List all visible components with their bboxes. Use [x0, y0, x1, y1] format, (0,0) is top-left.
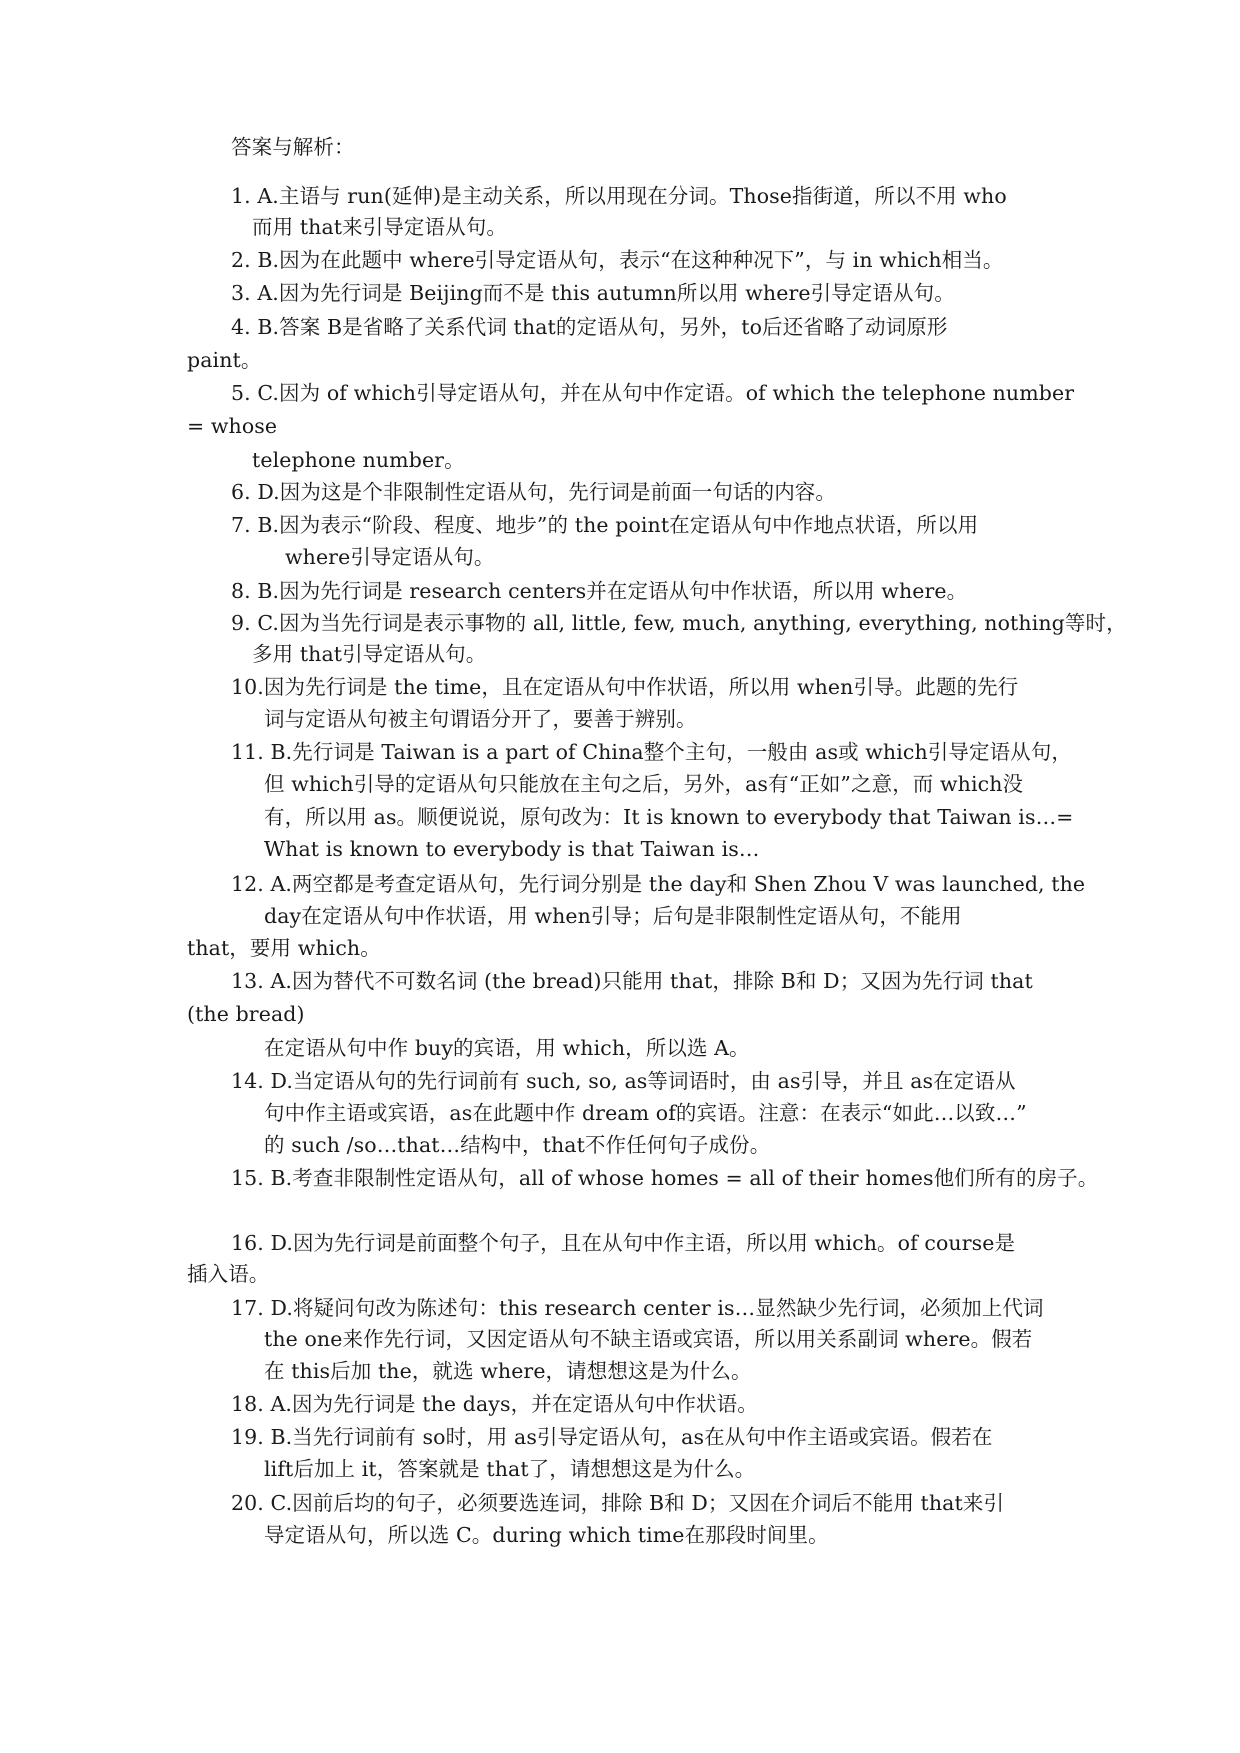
answer-14-line-1: 14. D.当定语从句的先行词前有 such, so, as等词语时，由 as引导，并且 as在定语从	[231, 1069, 1016, 1093]
answer-10-line-1: 10.因为先行词是 the time，且在定语从句中作状语，所以用 when引导。此题的先行	[231, 675, 1019, 699]
answer-5-line-1: 5. C.因为 of which引导定语从句，并在从句中作定语。of which the telephone number	[231, 381, 1075, 405]
answer-5-line-3: telephone number。	[252, 448, 465, 472]
answer-4-line-1: 4. B.答案 B是省略了关系代词 that的定语从句，另外，to后还省略了动词原形	[231, 315, 948, 339]
answer-19-line-1: 19. B.当先行词前有 so时，用 as引导定语从句，as在从句中作主语或宾语。假若在	[231, 1425, 993, 1449]
answer-14-line-3: 的 such /so…that…结构中，that不作任何句子成份。	[264, 1133, 771, 1157]
answer-20-line-2: 导定语从句，所以选 C。during which time在那段时间里。	[264, 1523, 829, 1547]
answer-17-line-3: 在 this后加 the，就选 where，请想想这是为什么。	[264, 1359, 752, 1383]
answer-9-line-1: 9. C.因为当先行词是表示事物的 all, little, few, much, anything, everything, nothing等时，	[231, 611, 1127, 635]
answer-9-line-2: 多用 that引导定语从句。	[252, 642, 487, 666]
answer-11-line-1: 11. B.先行词是 Taiwan is a part of China整个主句，一般由 as或 which引导定语从句，	[231, 740, 1072, 764]
answer-17-line-2: the one来作先行词，又因定语从句不缺主语或宾语，所以用关系副词 where。假若	[264, 1327, 1033, 1351]
answer-17-line-1: 17. D.将疑问句改为陈述句：this research center is…显然缺少先行词，必须加上代词	[231, 1296, 1044, 1320]
answer-1-line-2: 而用 that来引导定语从句。	[252, 215, 507, 239]
answer-13-line-2: (the bread)	[187, 1002, 305, 1026]
answer-11-line-4: What is known to everybody is that Taiwan is…	[264, 837, 760, 861]
answer-13-line-3: 在定语从句中作 buy的宾语，用 which，所以选 A。	[264, 1036, 750, 1060]
answer-11-line-3: 有，所以用 as。顺便说说，原句改为：It is known to everybody that Taiwan is…=	[264, 805, 1074, 829]
answer-12-line-3: that，要用 which。	[187, 936, 381, 960]
answer-7-line-1: 7. B.因为表示“阶段、程度、地步”的 the point在定语从句中作地点状语，所以用	[231, 513, 979, 537]
answer-10-line-2: 词与定语从句被主句谓语分开了，要善于辨别。	[264, 707, 697, 731]
answer-15-line-1: 15. B.考查非限制性定语从句，all of whose homes = all of their homes他们所有的房子。	[231, 1166, 1099, 1190]
answer-8-line-1: 8. B.因为先行词是 research centers并在定语从句中作状语，所以用 where。	[231, 579, 968, 603]
answer-19-line-2: lift后加上 it，答案就是 that了，请想想这是为什么。	[264, 1457, 756, 1481]
answer-4-line-2: paint。	[187, 348, 262, 372]
answer-12-line-1: 12. A.两空都是考查定语从句，先行词分别是 the day和 Shen Zhou V was launched, the	[231, 872, 1086, 896]
answer-12-line-2: day在定语从句中作状语，用 when引导；后句是非限制性定语从句，不能用	[264, 904, 962, 928]
answer-16-line-2: 插入语。	[187, 1262, 270, 1286]
answer-13-line-1: 13. A.因为替代不可数名词 (the bread)只能用 that，排除 B和 D；又因为先行词 that	[231, 969, 1033, 993]
answer-7-line-2: where引导定语从句。	[285, 545, 495, 569]
answer-20-line-1: 20. C.因前后均的句子，必须要选连词，排除 B和 D；又因在介词后不能用 that来引	[231, 1491, 1005, 1515]
answer-18-line-1: 18. A.因为先行词是 the days，并在定语从句中作状语。	[231, 1392, 758, 1416]
answer-14-line-2: 句中作主语或宾语，as在此题中作 dream of的宾语。注意：在表示“如此…以致…”	[264, 1101, 1027, 1125]
answer-6-line-1: 6. D.因为这是个非限制性定语从句，先行词是前面一句话的内容。	[231, 480, 836, 504]
answer-1-line-1: 1. A.主语与 run(延伸)是主动关系，所以用现在分词。Those指街道，所以不用 who	[231, 184, 1007, 208]
answer-11-line-2: 但 which引导的定语从句只能放在主句之后，另外，as有“正如”之意，而 which没	[264, 772, 1024, 796]
page-heading: 答案与解析：	[231, 135, 355, 159]
answer-16-line-1: 16. D.因为先行词是前面整个句子，且在从句中作主语，所以用 which。of course是	[231, 1231, 1016, 1255]
answer-3-line-1: 3. A.因为先行词是 Beijing而不是 this autumn所以用 where引导定语从句。	[231, 281, 955, 305]
answer-2-line-1: 2. B.因为在此题中 where引导定语从句，表示“在这种种况下”，与 in which相当。	[231, 248, 1004, 272]
answer-5-line-2: = whose	[187, 414, 278, 438]
